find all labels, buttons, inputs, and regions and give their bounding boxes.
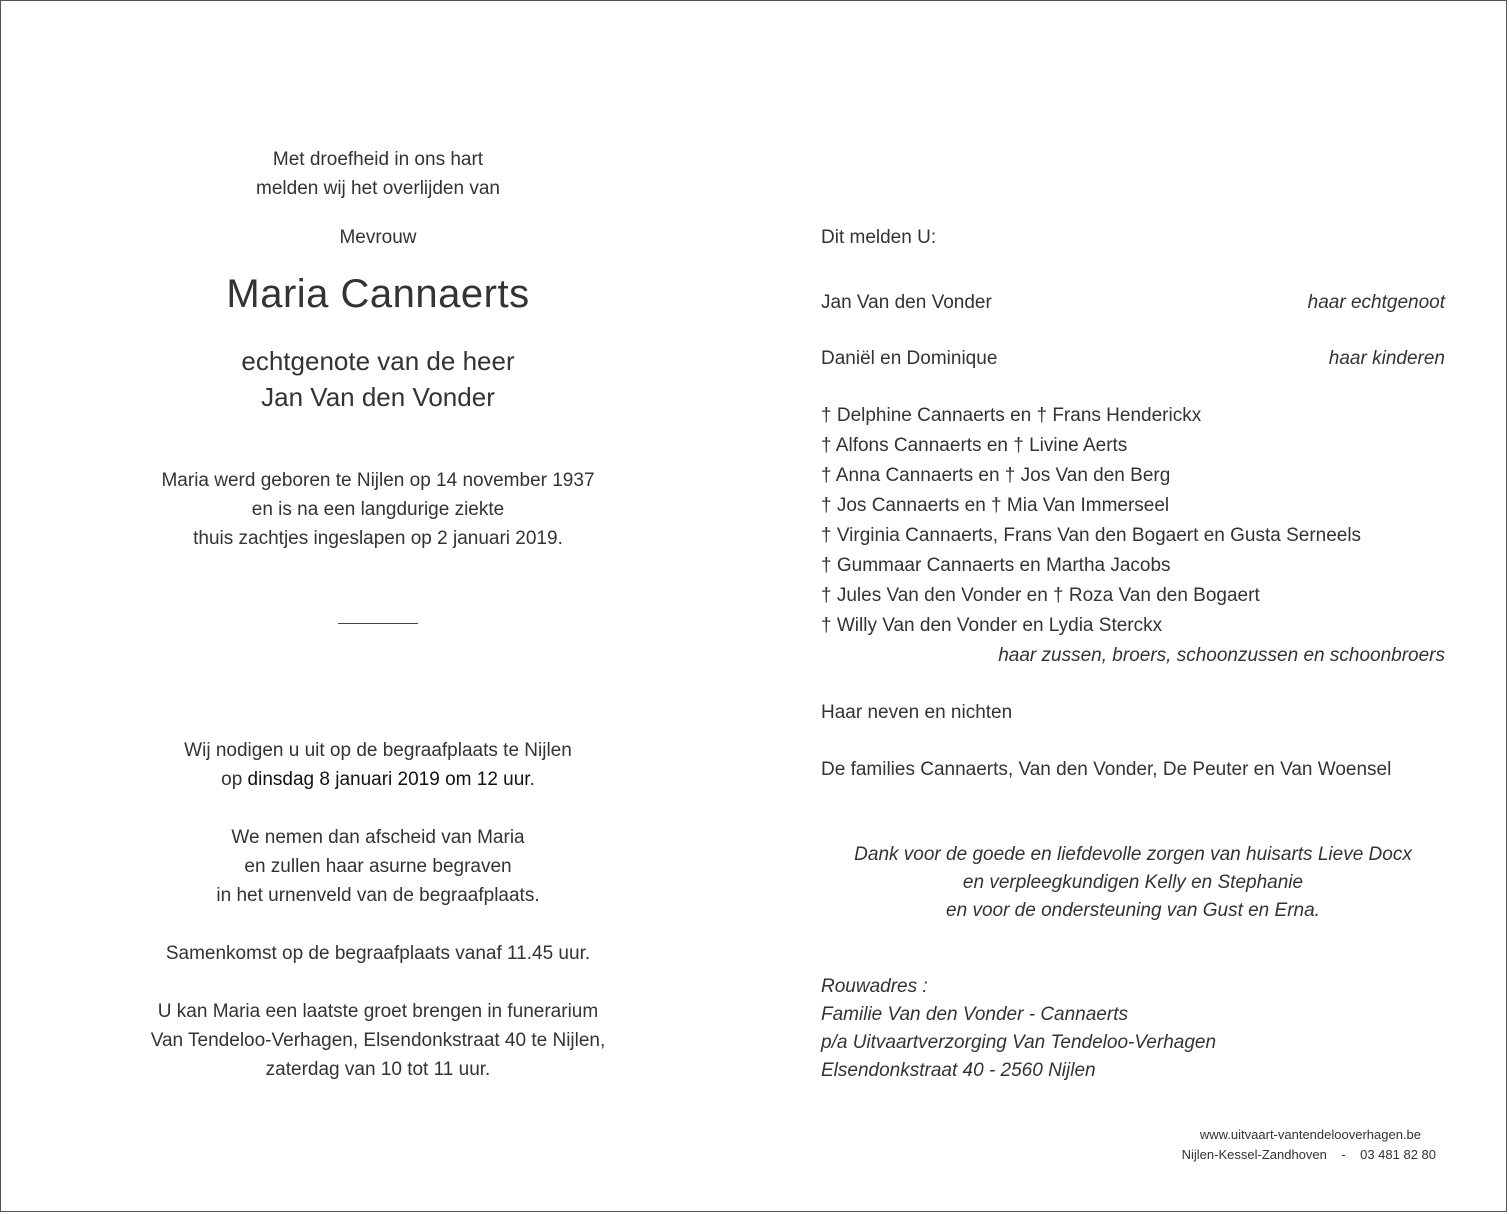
- invite-prefix: op: [221, 769, 248, 790]
- sibling-item: † Jos Cannaerts en † Mia Van Immerseel: [821, 495, 1170, 516]
- invite-line-2: [101, 765, 655, 794]
- visit-line-1: U kan Maria een laatste groet brengen in funerarium: [157, 1001, 599, 1022]
- intro-line-1: Met droefheid in ons hart: [272, 149, 484, 170]
- invite-line-1: Wij nodigen u uit op de begraafplaats te Nijlen: [184, 740, 572, 761]
- siblings-list: [821, 401, 1445, 671]
- address-line-2: p/a Uitvaartverzorging Van Tendeloo-Verhagen: [821, 1032, 1217, 1053]
- bio-line-3: thuis zachtjes ingeslapen op 2 januari 2019.: [193, 528, 563, 549]
- nephews-text: Haar neven en nichten: [821, 702, 1013, 723]
- address-line-1: Familie Van den Vonder - Cannaerts: [821, 1004, 1128, 1025]
- announce-heading: Dit melden U:: [821, 227, 937, 248]
- children-relation: haar kinderen: [1328, 348, 1445, 369]
- farewell-line-2: en zullen haar asurne begraven: [244, 856, 512, 877]
- deceased-name: Maria Cannaerts: [226, 272, 530, 316]
- thanks-line-2: en verpleegkundigen Kelly en Stephanie: [962, 872, 1304, 893]
- bio-line-1: Maria werd geboren te Nijlen op 14 november 1937: [161, 470, 595, 491]
- sibling-item: † Virginia Cannaerts, Frans Van den Bogaert en Gusta Serneels: [821, 525, 1362, 546]
- farewell-line-1: We nemen dan afscheid van Maria: [231, 827, 525, 848]
- invite-suffix: .: [529, 769, 535, 790]
- visit-line-2: Van Tendeloo-Verhagen, Elsendonkstraat 40 te Nijlen,: [150, 1030, 606, 1051]
- visit-line-3: zaterdag van 10 tot 11 uur.: [265, 1059, 491, 1080]
- farewell-text: [101, 823, 655, 910]
- husband-row: [821, 288, 1445, 318]
- funeral-home-footer: [1182, 1125, 1436, 1165]
- intro-text: [101, 145, 655, 203]
- gathering-text: Samenkomst op de begraafplaats vanaf 11.45 uur.: [165, 943, 591, 964]
- siblings-relation: haar zussen, broers, schoonzussen en schoonbroers: [998, 645, 1445, 666]
- bio-line-2: en is na een langdurige ziekte: [251, 499, 505, 520]
- divider-line: [338, 623, 418, 624]
- spouse-line-2: Jan Van den Vonder: [261, 382, 495, 412]
- sibling-item: † Alfons Cannaerts en † Livine Aerts: [821, 435, 1128, 456]
- website-link[interactable]: www.uitvaart-vantendelooverhagen.be: [1199, 1127, 1421, 1142]
- invite-date: dinsdag 8 januari 2019 om 12 uur: [247, 769, 530, 790]
- children-row: [821, 344, 1445, 374]
- families-text: De families Cannaerts, Van den Vonder, De Peuter en Van Woensel: [821, 759, 1392, 780]
- thanks-line-1: Dank voor de goede en liefdevolle zorgen van huisarts Lieve Docx: [854, 844, 1412, 865]
- mourning-address: [821, 973, 1445, 1085]
- spouse-text: [101, 343, 655, 415]
- sibling-item: † Willy Van den Vonder en Lydia Sterckx: [821, 615, 1163, 636]
- thanks-text: [821, 841, 1445, 925]
- sibling-item: † Gummaar Cannaerts en Martha Jacobs: [821, 555, 1171, 576]
- farewell-line-3: in het urnenveld van de begraafplaats.: [216, 885, 540, 906]
- sibling-item: † Jules Van den Vonder en † Roza Van den Bogaert: [821, 585, 1260, 606]
- children-names: Daniël en Dominique: [821, 348, 998, 369]
- invitation-text: [101, 736, 655, 794]
- husband-name: Jan Van den Vonder: [821, 292, 992, 313]
- address-line-3: Elsendonkstraat 40 - 2560 Nijlen: [821, 1060, 1096, 1081]
- visit-text: [101, 997, 655, 1084]
- salutation: Mevrouw: [339, 227, 417, 248]
- sibling-item: † Delphine Cannaerts en † Frans Henderickx: [821, 405, 1202, 426]
- bio-text: [101, 466, 655, 553]
- thanks-line-3: en voor de ondersteuning van Gust en Erna.: [946, 900, 1320, 921]
- intro-line-2: melden wij het overlijden van: [256, 178, 500, 199]
- contact-info: Nijlen-Kessel-Zandhoven - 03 481 82 80: [1181, 1147, 1436, 1162]
- husband-relation: haar echtgenoot: [1307, 292, 1445, 313]
- spouse-line-1: echtgenote van de heer: [241, 346, 515, 376]
- address-label: Rouwadres :: [821, 976, 928, 997]
- sibling-item: † Anna Cannaerts en † Jos Van den Berg: [821, 465, 1171, 486]
